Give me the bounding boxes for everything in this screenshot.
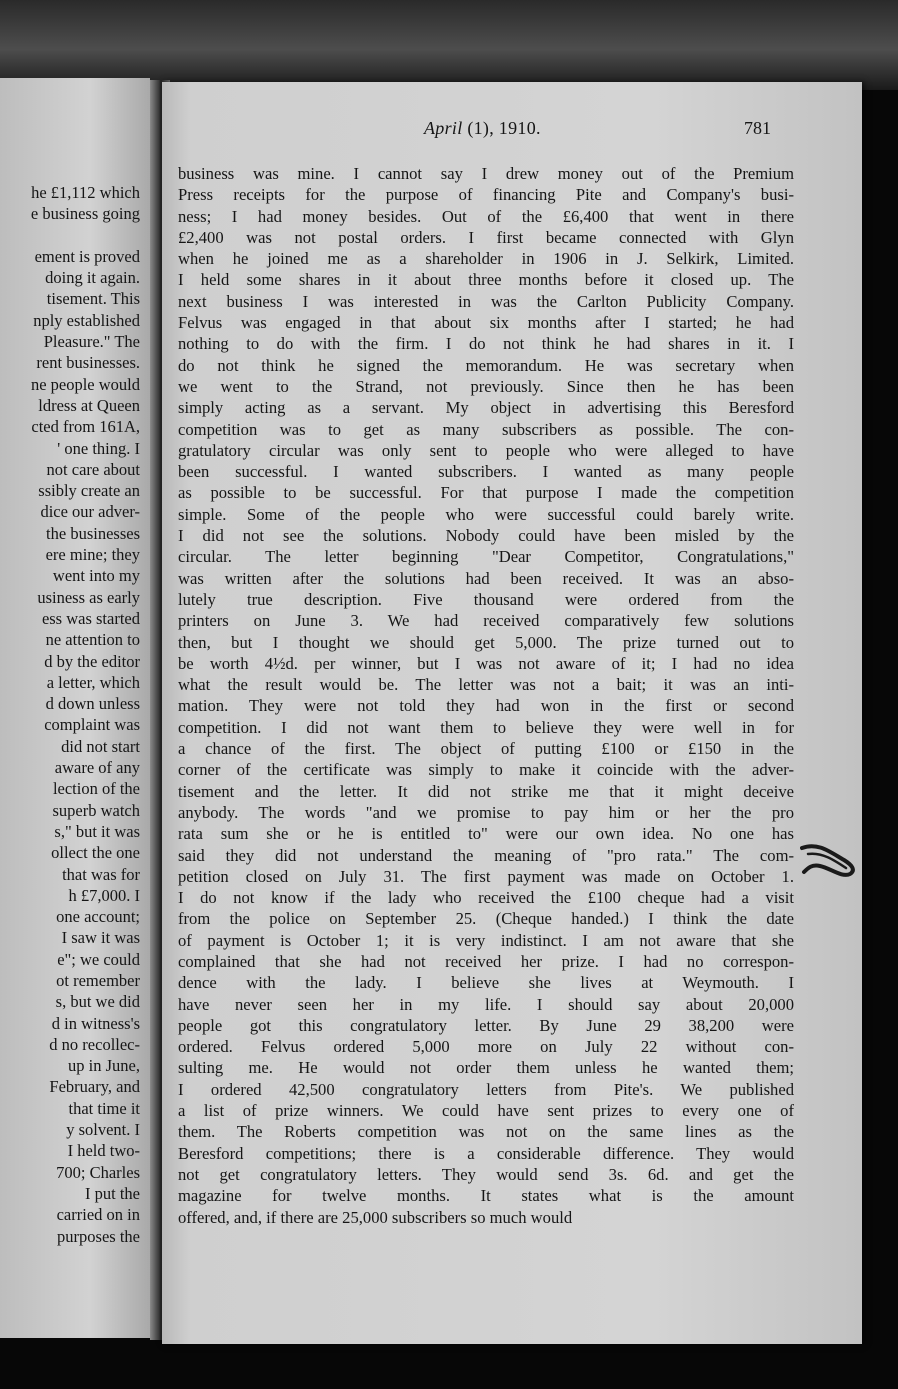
left-page-line: tisement. This — [46, 289, 140, 309]
body-line: petition closed on July 31. The first payment was made on October 1. — [178, 866, 794, 886]
left-page-line: the businesses — [46, 523, 140, 543]
body-line: be worth 4½d. per winner, but I was not aware of it; I had no idea — [178, 653, 794, 673]
body-line: competition. I did not want them to believe they were well in for — [178, 717, 794, 737]
left-page-line: d no recollec- — [49, 1034, 140, 1054]
left-page-line: he £1,112 which — [31, 183, 140, 202]
body-line: tisement and the letter. It did not strike me that it might deceive — [178, 781, 794, 801]
header-date-rest: (1), 1910. — [462, 118, 541, 138]
body-line: sulting me. He would not order them unless he wanted them; — [178, 1058, 794, 1078]
left-page-line: d by the editor — [44, 651, 140, 671]
left-page-line: ess was started — [41, 608, 140, 628]
left-page-line: doing it again. — [45, 268, 140, 288]
left-page-line: s, but we did — [55, 992, 140, 1012]
body-line: complained that she had not received her prize. I had no correspon- — [178, 951, 794, 971]
left-page-line: superb watch — [52, 800, 140, 820]
body-line: what the result would be. The letter was not a bait; it was an inti- — [178, 675, 794, 695]
left-page-line: did not start — [61, 736, 140, 756]
left-page-line: s," but it was — [54, 821, 140, 841]
body-line: from the police on September 25. (Cheque handed.) I think the date — [178, 909, 794, 929]
left-page-line — [31, 225, 140, 246]
body-line: of payment is October 1; it is very indistinct. I am not aware that she — [178, 930, 794, 950]
left-page-line: February, and — [49, 1077, 140, 1097]
left-page-line: nply established — [33, 310, 140, 330]
body-line: Felvus was engaged in that about six months after I started; he had — [178, 313, 794, 333]
body-line: I do not know if the lady who received the £100 cheque had a visit — [178, 888, 794, 908]
body-line: competition was to get as many subscribers as possible. The con- — [178, 419, 794, 439]
body-line: gratulatory circular was only sent to people who were alleged to have — [178, 440, 794, 460]
body-line: do not think he signed the memorandum. He was secretary when — [178, 355, 794, 375]
body-line: a list of prize winners. We could have sent prizes to every one of — [178, 1101, 794, 1121]
body-line: as possible to be successful. For that purpose I made the competition — [178, 483, 794, 503]
body-line: I did not see the solutions. Nobody could have been misled by the — [178, 526, 794, 546]
body-line: then, but I thought we should get 5,000. The prize turned out to — [178, 632, 794, 652]
left-page-line: dice our adver- — [40, 502, 140, 522]
body-line: them. The Roberts competition was not on the same lines as the — [178, 1122, 794, 1142]
header-month: April — [424, 118, 463, 138]
body-line: I ordered 42,500 congratulatory letters from Pite's. We published — [178, 1079, 794, 1099]
left-page-line: I saw it was — [61, 928, 140, 948]
left-page-line: ement is proved — [34, 246, 140, 266]
scan-background-top — [0, 0, 898, 90]
left-page-line: carried on in — [56, 1205, 140, 1225]
left-page-line: aware of any — [54, 758, 140, 778]
body-line: dence with the lady. I believe she lives at Weymouth. I — [178, 973, 794, 993]
left-page-line: I held two- — [67, 1141, 140, 1161]
left-page-line: ne people would — [30, 374, 140, 394]
left-page-line: one account; — [56, 907, 140, 927]
left-page-line: ldress at Queen — [38, 395, 140, 415]
left-page-line: purposes the — [57, 1226, 140, 1246]
body-line: mation. They were not told they had won in the first or second — [178, 696, 794, 716]
body-line: offered, and, if there are 25,000 subscribers so much would — [178, 1207, 573, 1227]
body-line: I held some shares in it about three months before it closed up. The — [178, 270, 794, 290]
body-line: ness; I had money besides. Out of the £6,400 that went in there — [178, 206, 794, 226]
left-page-line: I put the — [85, 1183, 140, 1203]
body-line: we went to the Strand, not previously. Since then he has been — [178, 376, 794, 396]
body-line: nothing to do with the firm. I do not think he had shares in it. I — [178, 334, 794, 354]
left-page-line: that was for — [62, 864, 140, 884]
left-page — [0, 78, 150, 1338]
body-line: simple. Some of the people who were successful could barely write. — [178, 504, 794, 524]
left-page-line: d down unless — [45, 694, 140, 714]
body-line: £2,400 was not postal orders. I first became connected with Glyn — [178, 227, 794, 247]
left-page-line: lection of the — [52, 779, 140, 799]
body-line: rata sum she or he is entitled to" were our own idea. No one has — [178, 824, 794, 844]
left-page-line: e"; we could — [57, 949, 140, 969]
left-page-line: e business going — [30, 204, 140, 224]
left-page-line: up in June, — [68, 1056, 140, 1076]
left-page-line: ollect the one — [51, 843, 140, 863]
left-page-line: Pleasure." The — [43, 332, 140, 352]
left-page-line: h £7,000. I — [68, 885, 140, 905]
left-page-line: ' one thing. I — [57, 438, 140, 458]
body-line: have never seen her in my life. I should say about 20,000 — [178, 994, 794, 1014]
left-page-line: a letter, which — [46, 672, 140, 692]
body-line: circular. The letter beginning "Dear Competitor, Congratulations," — [178, 547, 794, 567]
left-page-line: complaint was — [44, 715, 140, 735]
left-page-line: d in witness's — [51, 1013, 140, 1033]
left-page-line: usiness as early — [37, 587, 140, 607]
left-page-line: 700; Charles — [56, 1162, 140, 1182]
left-page-line: that time it — [68, 1098, 140, 1118]
page-number: 781 — [744, 118, 771, 138]
body-line: been successful. I wanted subscribers. I wanted as many people — [178, 462, 794, 482]
body-line: said they did not understand the meaning of "pro rata." The com- — [178, 845, 794, 865]
body-line: people got this congratulatory letter. By June 29 38,200 were — [178, 1015, 794, 1035]
header-date — [424, 118, 541, 139]
left-page-line: y solvent. I — [66, 1120, 140, 1140]
left-page-column — [31, 182, 140, 1247]
left-page-line: cted from 161A, — [31, 417, 140, 437]
left-page-line: not care about — [46, 459, 140, 479]
body-line: Press receipts for the purpose of financing Pite and Company's busi- — [178, 185, 794, 205]
body-line: a chance of the first. The object of putting £100 or £150 in the — [178, 739, 794, 759]
margin-pen-mark — [800, 838, 860, 888]
left-page-line: went into my — [52, 566, 140, 586]
body-line: corner of the certificate was simply to make it coincide with the adver- — [178, 760, 794, 780]
body-line: next business I was interested in was the Carlton Publicity Company. — [178, 291, 794, 311]
left-page-line: ne attention to — [45, 630, 140, 650]
left-page-line: ot remember — [56, 970, 140, 990]
running-header — [162, 118, 862, 142]
body-line: printers on June 3. We had received comparatively few solutions — [178, 611, 794, 631]
body-text — [178, 163, 794, 1228]
body-line: simply acting as a servant. My object in advertising this Beresford — [178, 398, 794, 418]
left-page-line: rent businesses. — [36, 353, 140, 373]
body-line: not get congratulatory letters. They would send 3s. 6d. and get the — [178, 1164, 794, 1184]
body-line: when he joined me as a shareholder in 1906 in J. Selkirk, Limited. — [178, 249, 794, 269]
body-line: anybody. The words "and we promise to pay him or her the pro — [178, 802, 794, 822]
body-line: ordered. Felvus ordered 5,000 more on July 22 without con- — [178, 1037, 794, 1057]
body-line: lutely true description. Five thousand were ordered from the — [178, 589, 794, 609]
body-line: Beresford competitions; there is a considerable difference. They would — [178, 1143, 794, 1163]
left-page-line: ssibly create an — [38, 481, 140, 501]
left-page-line: ere mine; they — [45, 545, 140, 565]
body-line: business was mine. I cannot say I drew money out of the Premium — [178, 164, 794, 183]
body-line: magazine for twelve months. It states what is the amount — [178, 1186, 794, 1206]
body-line: was written after the solutions had been received. It was an abso- — [178, 568, 794, 588]
